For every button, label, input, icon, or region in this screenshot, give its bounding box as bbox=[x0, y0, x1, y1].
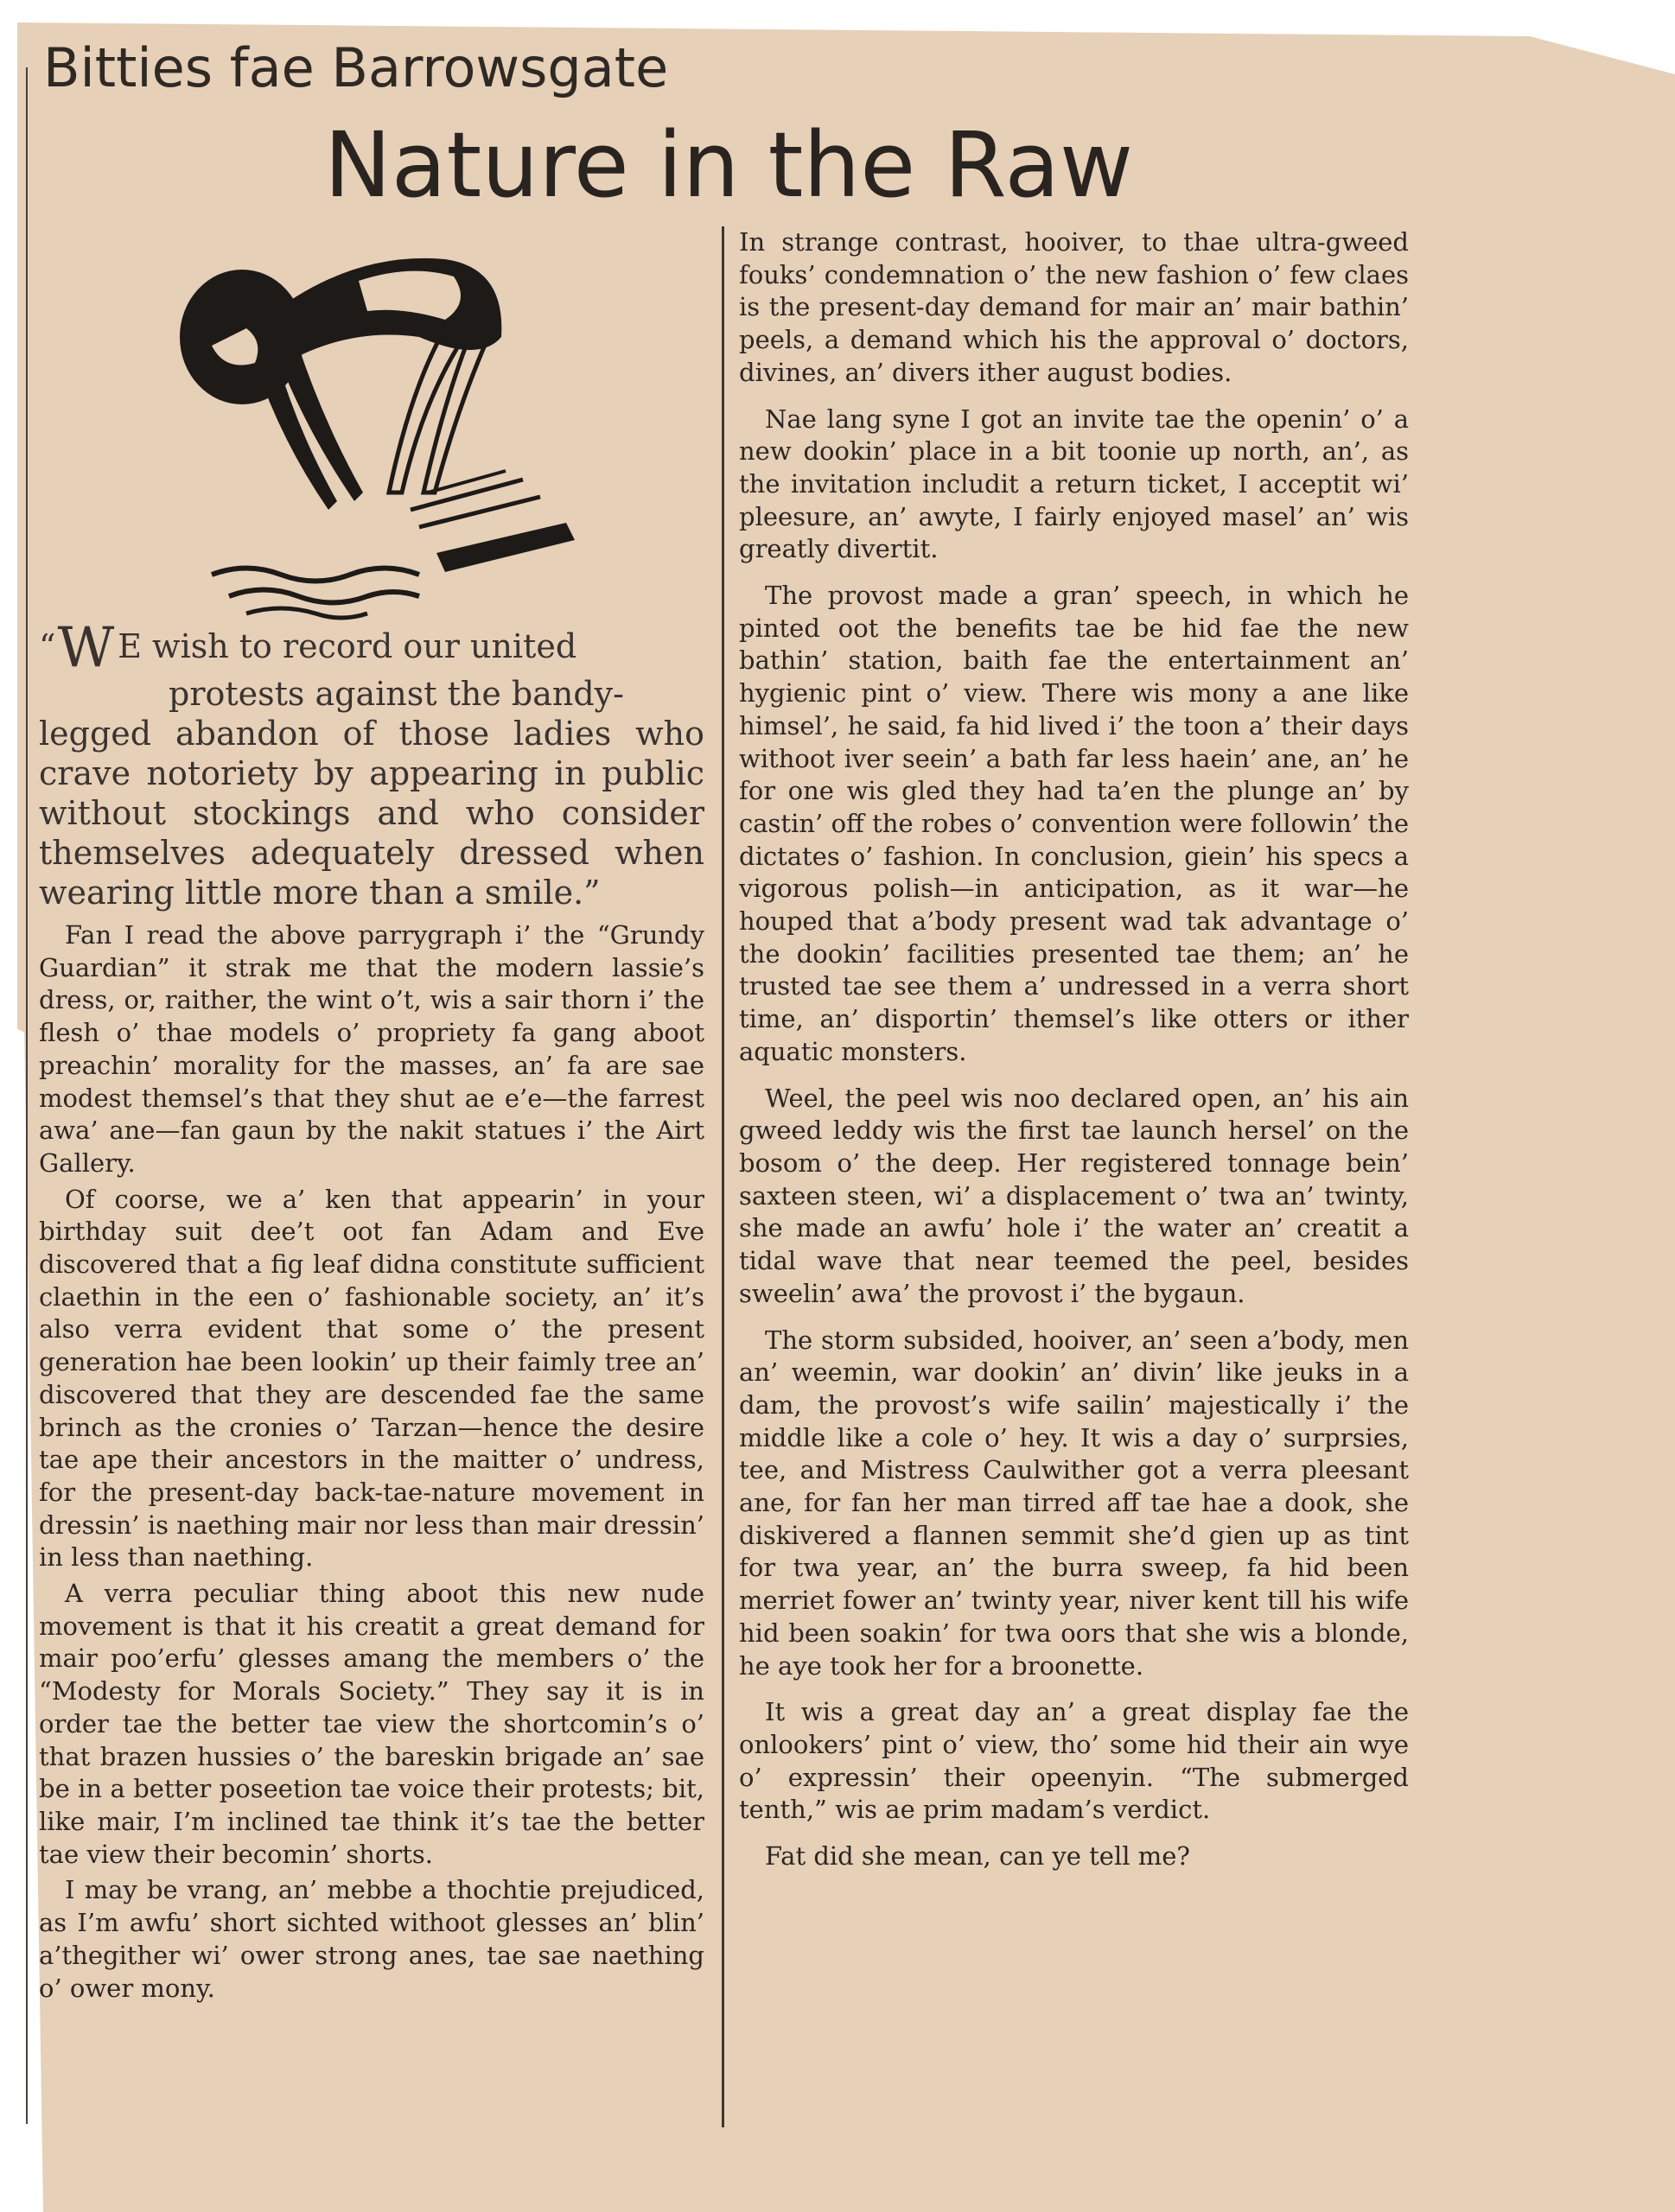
paragraph: Weel, the peel wis noo declared open, an’ his ain gweed leddy wis the first tae launch hersel’ on the bosom o’ the deep. Her registered tonnage bein’ saxteen steen, wi’ a displacement o’ twa an’ twinty, she made an awfu’ hole i’ the water an’ creatit a tidal wave that near teemed the peel, besides sweelin’ awa’ the provost i’ the bygaun. bbox=[739, 1083, 1409, 1308]
quote-line-2: protests against the bandy- bbox=[169, 675, 624, 713]
article-column-right bbox=[739, 226, 1409, 1873]
lead-quote bbox=[39, 616, 704, 912]
article-column-left bbox=[39, 616, 704, 2005]
paragraph: Nae lang syne I got an invite tae the openin’ o’ a new dookin’ place in a bit toonie up north, an’, as the invitation includit a return ticket, I acceptit wi’ pleesure, an’ awyte, I fairly enjoyed masel’ an’ wis greatly divertit. bbox=[739, 404, 1409, 564]
drop-cap: W bbox=[57, 616, 115, 680]
paragraph: I may be vrang, an’ mebbe a thochtie prejudiced, as I’m awfu’ short sichted withoot glesses an’ blin’ a’thegither wi’ ower strong anes, tae sae naething o’ ower mony. bbox=[39, 1875, 704, 2003]
paragraph: A verra peculiar thing aboot this new nude movement is that it his creatit a great demand for mair poo’erfu’ glesses amang the members o’ the “Modesty for Morals Society.” They say it is in order tae the better tae view the shortcomin’s o’ that brazen hussies o’ the bareskin brigade an’ sae be in a better poseetion tae voice their protests; bit, like mair, I’m inclined tae think it’s tae the better tae view their becomin’ shorts. bbox=[39, 1579, 704, 1869]
paragraph: The provost made a gran’ speech, in which he pinted oot the benefits tae be hid fae the new bathin’ station, baith fae the entertainment an’ hygienic pint o’ view. There wis mony a ane like himsel’, he said, fa hid lived i’ the toon a’ their days withoot iver seein’ a bath far less haein’ ane, an’ he for one wis gled they had ta’en the plunge an’ by castin’ off the robes o’ convention were followin’ the dictates o’ fashion. In conclusion, giein’ his specs a vigorous polish—in anticipation, as it war—he houped that a’body present wad tak advantage o’ the dookin’ facilities presented tae them; an’ he trusted tae see them a’ undressed in a verra short time, an’ disportin’ themsel’s like otters or ither aquatic monsters. bbox=[739, 581, 1409, 1066]
paragraph: It wis a great day an’ a great display fae the onlookers’ pint o’ view, tho’ some hid their ain wye o’ expressin’ their opeenyin. “The submerged tenth,” wis ae prim madam’s verdict. bbox=[739, 1697, 1409, 1825]
paragraph: Of coorse, we a’ ken that appearin’ in your birthday suit dee’t oot fan Adam and Eve discovered that a fig leaf didna constitute sufficient claethin in the een o’ fashionable society, an’ it’s also verra evident that some o’ the present generation hae been lookin’ up their faimly tree an’ discovered that they are descended fae the same brinch as the cronies o’ Tarzan—hence the desire tae ape their ancestors in the maitter o’ undress, for the present-day back-tae-nature movement in dressin’ is naething mair nor less than mair dressin’ in less than naething. bbox=[39, 1184, 704, 1573]
column-rule-center bbox=[722, 226, 724, 2127]
series-title: Bitties fae Barrowsgate bbox=[43, 36, 669, 99]
closing-line: Fat did she mean, can ye tell me? bbox=[765, 1841, 1190, 1872]
diver-icon bbox=[160, 233, 592, 622]
quote-rest: legged abandon of those ladies who crave notoriety by appearing in public without stockings and who consider themselves adequately dressed when wearing little more than a smile.” bbox=[39, 715, 704, 912]
paragraph: Fan I read the above parrygraph i’ the “Grundy Guardian” it strak me that the modern lassie’s dress, or, raither, the wint o’t, wis a sair thorn i’ the flesh o’ thae models o’ propriety fa gang aboot preachin’ morality for the masses, an’ fa are sae modest themsel’s that they shut ae e’e—the farrest awa’ ane—fan gaun by the nakit statues i’ the Airt Gallery. bbox=[39, 920, 704, 1178]
headline: Nature in the Raw bbox=[324, 112, 1134, 218]
paragraph: In strange contrast, hooiver, to thae ultra-gweed fouks’ condemnation o’ the new fashion o’ few claes is the present-day demand for mair an’ mair bathin’ peels, a demand which his the approval o’ doctors, divines, an’ divers ither august bodies. bbox=[739, 227, 1409, 387]
quote-line-1: E wish to record our united bbox=[118, 627, 577, 665]
column-rule-left bbox=[26, 67, 28, 2124]
paragraph: The storm subsided, hooiver, an’ seen a’body, men an’ weemin, war dookin’ an’ divin’ like jeuks in a dam, the provost’s wife sailin’ majestically i’ the middle like a cole o’ hey. It wis a day o’ surprsies, tee, and Mistress Caulwither got a verra pleesant ane, for fan her man tirred aff tae hae a dook, she diskivered a flannen semmit she’d gien up as tint for twa year, an’ the burra sweep, fa hid been merriet fower an’ twinty year, niver kent till his wife hid been soakin’ for twa oors that she wis a blonde, he aye took her for a broonette. bbox=[739, 1325, 1409, 1681]
open-quote-mark: “ bbox=[39, 627, 56, 665]
